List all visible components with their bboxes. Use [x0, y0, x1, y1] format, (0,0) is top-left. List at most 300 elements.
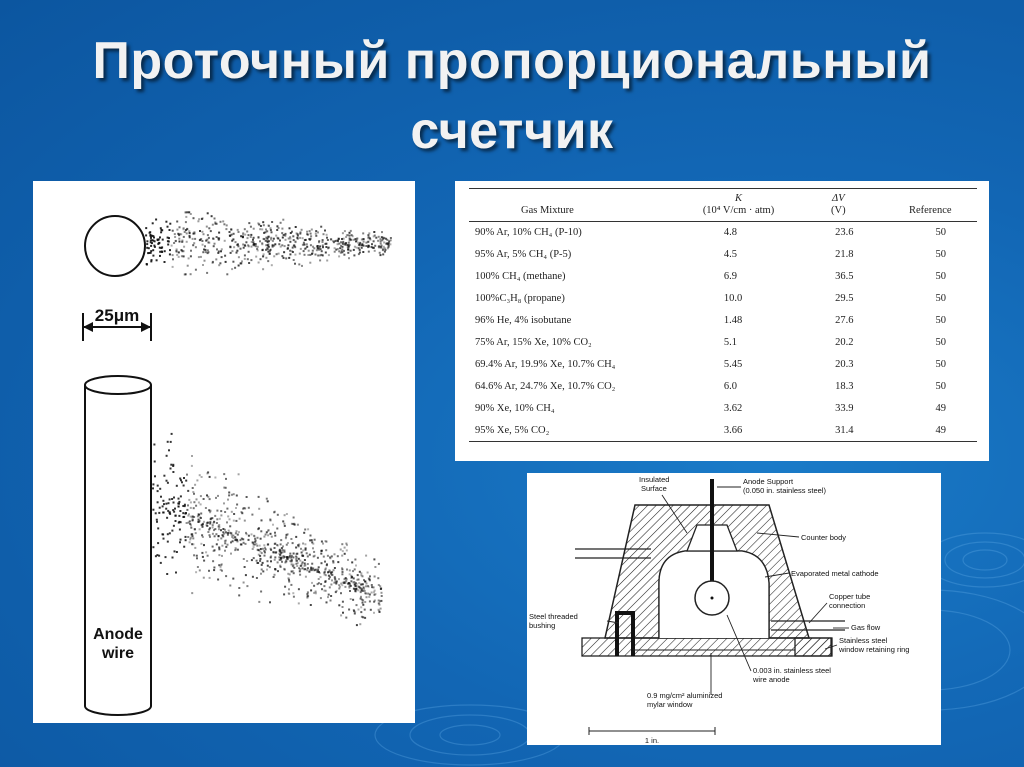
ionization-speck [202, 536, 204, 538]
ionization-speck [333, 582, 335, 584]
electron-avalanche-side [152, 433, 383, 626]
ionization-speck [208, 227, 210, 229]
ionization-speck [341, 249, 343, 251]
ionization-speck [174, 508, 176, 510]
cell-delta-v: 18.3 [835, 381, 854, 392]
ionization-speck [224, 240, 226, 242]
ionization-speck [281, 561, 283, 563]
ionization-speck [193, 554, 195, 556]
ionization-speck [259, 240, 261, 242]
table-header-row [469, 189, 977, 222]
ionization-speck [185, 211, 187, 213]
ionization-speck [223, 473, 225, 475]
ionization-speck [230, 252, 232, 254]
ionization-speck [258, 549, 260, 551]
ionization-speck [150, 245, 152, 247]
ionization-speck [285, 536, 287, 538]
ionization-speck [356, 238, 358, 240]
ionization-speck [185, 221, 187, 223]
ionization-speck [282, 549, 284, 551]
ionization-speck [267, 530, 269, 532]
ionization-speck [281, 228, 283, 230]
ionization-speck [244, 234, 246, 236]
ionization-speck [213, 521, 215, 523]
ionization-speck [220, 250, 222, 252]
ionization-speck [177, 503, 179, 505]
ionization-speck [175, 240, 177, 242]
ionization-speck [278, 556, 280, 558]
ionization-speck [309, 554, 311, 556]
ionization-speck [346, 234, 348, 236]
ionization-speck [377, 240, 379, 242]
ionization-speck [269, 253, 271, 255]
ionization-speck [337, 555, 339, 557]
ionization-speck [264, 551, 266, 553]
ionization-speck [172, 557, 174, 559]
ionization-speck [254, 544, 256, 546]
ionization-speck [192, 516, 194, 518]
ionization-speck [210, 510, 212, 512]
ionization-speck [243, 507, 245, 509]
ionization-speck [360, 587, 362, 589]
ionization-speck [320, 550, 322, 552]
cell-k: 5.1 [723, 337, 738, 348]
ionization-speck [272, 551, 274, 553]
ionization-speck [383, 242, 385, 244]
ionization-speck [295, 558, 297, 560]
ionization-speck [169, 229, 171, 231]
ionization-speck [246, 496, 248, 498]
ionization-speck [303, 242, 305, 244]
ionization-speck [362, 251, 364, 253]
ionization-speck [345, 244, 347, 246]
ionization-speck [359, 244, 361, 246]
ionization-speck [326, 234, 328, 236]
ionization-speck [262, 268, 264, 270]
ionization-speck [223, 502, 225, 504]
ionization-speck [216, 522, 218, 524]
ionization-speck [171, 498, 173, 500]
ionization-speck [208, 251, 210, 253]
ionization-speck [192, 491, 194, 493]
ionization-speck [341, 567, 343, 569]
ionization-speck [359, 623, 361, 625]
ionization-speck [362, 602, 364, 604]
ionization-speck [261, 519, 263, 521]
ionization-speck [274, 535, 276, 537]
ionization-speck [260, 258, 262, 260]
ionization-speck [145, 227, 147, 229]
ionization-speck [284, 586, 286, 588]
label-counter-body: Counter body [801, 533, 847, 542]
ionization-speck [368, 245, 370, 247]
ionization-speck [340, 252, 342, 254]
ionization-speck [306, 243, 308, 245]
ionization-speck [165, 503, 167, 505]
ionization-speck [200, 503, 202, 505]
ionization-speck [216, 223, 218, 225]
ionization-speck [347, 559, 349, 561]
header-gas-mixture: Gas Mixture [521, 205, 574, 216]
ionization-speck [193, 507, 195, 509]
label-insulated-surface-2: Surface [641, 484, 667, 493]
ionization-speck [232, 238, 234, 240]
ionization-speck [274, 556, 276, 558]
ionization-speck [196, 479, 198, 481]
ionization-speck [158, 242, 160, 244]
ionization-speck [293, 259, 295, 261]
ionization-speck [373, 612, 375, 614]
ionization-speck [379, 238, 381, 240]
ionization-speck [297, 233, 299, 235]
ionization-speck [311, 563, 313, 565]
ionization-speck [349, 569, 351, 571]
ionization-speck [169, 511, 171, 513]
ionization-speck [334, 251, 336, 253]
ionization-speck [285, 257, 287, 259]
ionization-speck [317, 568, 319, 570]
ionization-speck [345, 236, 347, 238]
ionization-speck [309, 254, 311, 256]
ionization-speck [301, 229, 303, 231]
ionization-speck [254, 541, 256, 543]
ionization-speck [274, 547, 276, 549]
ionization-speck [257, 246, 259, 248]
ionization-speck [163, 512, 165, 514]
ionization-speck [298, 558, 300, 560]
ionization-speck [219, 262, 221, 264]
ionization-speck [344, 586, 346, 588]
ionization-speck [307, 595, 309, 597]
ionization-speck [155, 512, 157, 514]
header-dv-symbol: ΔV [832, 193, 845, 204]
ionization-speck [235, 241, 237, 243]
ionization-speck [226, 508, 228, 510]
ionization-speck [307, 567, 309, 569]
ionization-speck [310, 535, 312, 537]
ionization-speck [212, 560, 214, 562]
ionization-speck [191, 533, 193, 535]
ionization-speck [296, 553, 298, 555]
counter-cross-section [527, 473, 941, 745]
ionization-speck [299, 570, 301, 572]
ionization-speck [190, 255, 192, 257]
ionization-speck [318, 566, 320, 568]
ionization-speck [259, 545, 261, 547]
ionization-speck [172, 471, 174, 473]
ionization-speck [290, 584, 292, 586]
ionization-speck [322, 245, 324, 247]
ionization-speck [198, 218, 200, 220]
ionization-speck [349, 232, 351, 234]
ionization-speck [197, 515, 199, 517]
ionization-speck [185, 536, 187, 538]
ionization-speck [307, 563, 309, 565]
ionization-speck [258, 601, 260, 603]
ionization-speck [231, 511, 233, 513]
ionization-speck [382, 237, 384, 239]
ionization-speck [260, 530, 262, 532]
ionization-speck [351, 234, 353, 236]
ionization-speck [266, 498, 268, 500]
ionization-speck [308, 250, 310, 252]
ionization-speck [356, 240, 358, 242]
ionization-speck [325, 590, 327, 592]
ionization-speck [355, 588, 357, 590]
cell-reference: 50 [935, 227, 947, 239]
ionization-speck [192, 487, 194, 489]
ionization-speck [176, 485, 178, 487]
ionization-speck [285, 560, 287, 562]
ionization-speck [159, 236, 161, 238]
ionization-speck [209, 476, 211, 478]
ionization-speck [248, 507, 250, 509]
ionization-speck [369, 237, 371, 239]
ionization-speck [291, 563, 293, 565]
ionization-speck [267, 534, 269, 536]
ionization-speck [261, 564, 263, 566]
ionization-speck [255, 245, 257, 247]
ionization-speck [194, 547, 196, 549]
ionization-speck [271, 264, 273, 266]
ionization-speck [202, 244, 204, 246]
ionization-speck [225, 575, 227, 577]
ionization-speck [298, 588, 300, 590]
ionization-speck [242, 236, 244, 238]
ionization-speck [185, 513, 187, 515]
ionization-speck [295, 547, 297, 549]
header-dv [793, 189, 883, 222]
ionization-speck [330, 584, 332, 586]
ionization-speck [341, 555, 343, 557]
ionization-speck [212, 524, 214, 526]
ionization-speck [159, 507, 161, 509]
ionization-speck [241, 538, 243, 540]
ionization-speck [285, 233, 287, 235]
ionization-speck [273, 576, 275, 578]
ionization-speck [360, 591, 362, 593]
ionization-speck [175, 520, 177, 522]
ionization-speck [182, 516, 184, 518]
ionization-speck [349, 235, 351, 237]
ionization-speck [231, 250, 233, 252]
ionization-speck [356, 624, 358, 626]
ionization-speck [184, 274, 186, 276]
ionization-speck [330, 600, 332, 602]
ionization-speck [288, 593, 290, 595]
ionization-speck [192, 238, 194, 240]
cell-delta-v: 20.3 [835, 359, 854, 370]
ionization-speck [198, 502, 200, 504]
ionization-speck [218, 548, 220, 550]
ionization-speck [330, 595, 332, 597]
ionization-speck [358, 582, 360, 584]
ionization-speck [307, 555, 309, 557]
ionization-speck [210, 230, 212, 232]
ionization-speck [248, 535, 250, 537]
label-anode-support-1: Anode Support [743, 477, 794, 486]
ionization-speck [384, 251, 386, 253]
ionization-speck [199, 569, 201, 571]
ionization-speck [286, 558, 288, 560]
ionization-speck [152, 546, 154, 548]
gas-mixture-table-panel [455, 181, 989, 461]
ionization-speck [327, 555, 329, 557]
ionization-speck [242, 244, 244, 246]
ionization-speck [212, 224, 214, 226]
ionization-speck [363, 241, 365, 243]
ionization-speck [345, 543, 347, 545]
ionization-speck [185, 539, 187, 541]
ionization-speck [325, 243, 327, 245]
electron-cloud-top [145, 211, 392, 275]
inch-scale-bar [589, 727, 715, 735]
ionization-speck [288, 579, 290, 581]
counter-cross-section-panel [527, 473, 941, 745]
ionization-speck [284, 525, 286, 527]
ionization-speck [350, 598, 352, 600]
ionization-speck [156, 259, 158, 261]
ionization-speck [267, 260, 269, 262]
ionization-speck [170, 464, 172, 466]
ionization-speck [217, 495, 219, 497]
ionization-speck [385, 238, 387, 240]
ionization-speck [250, 236, 252, 238]
ionization-speck [314, 539, 316, 541]
ionization-speck [210, 518, 212, 520]
ionization-speck [230, 553, 232, 555]
ionization-speck [354, 585, 356, 587]
label-anode-support-2: (0.050 in. stainless steel) [743, 486, 826, 495]
ionization-speck [259, 555, 261, 557]
ionization-speck [328, 594, 330, 596]
ionization-speck [302, 543, 304, 545]
ionization-speck [263, 224, 265, 226]
ionization-speck [226, 224, 228, 226]
ionization-speck [321, 250, 323, 252]
ionization-speck [302, 237, 304, 239]
ionization-speck [260, 558, 262, 560]
ionization-speck [317, 231, 319, 233]
ionization-speck [271, 231, 273, 233]
ionization-speck [151, 235, 153, 237]
ionization-speck [263, 536, 265, 538]
ionization-speck [312, 547, 314, 549]
ionization-speck [270, 519, 272, 521]
ionization-speck [266, 569, 268, 571]
ionization-speck [322, 241, 324, 243]
ionization-speck [370, 609, 372, 611]
ionization-speck [292, 542, 294, 544]
ionization-speck [292, 523, 294, 525]
ionization-speck [296, 565, 298, 567]
label-wire-anode-2: wire anode [753, 675, 790, 684]
ionization-speck [199, 230, 201, 232]
ionization-speck [337, 561, 339, 563]
cell-reference: 49 [935, 424, 947, 436]
ionization-speck [361, 616, 363, 618]
ionization-speck [235, 520, 237, 522]
ionization-speck [166, 573, 168, 575]
ionization-speck [299, 574, 301, 576]
ionization-speck [235, 532, 237, 534]
ionization-speck [192, 244, 194, 246]
ionization-speck [342, 232, 344, 234]
ionization-speck [163, 503, 165, 505]
cell-reference: 50 [935, 293, 947, 304]
ionization-speck [319, 245, 321, 247]
ionization-speck [325, 574, 327, 576]
ionization-speck [190, 516, 192, 518]
ionization-speck [218, 554, 220, 556]
ionization-speck [334, 247, 336, 249]
ionization-speck [320, 226, 322, 228]
ionization-speck [276, 544, 278, 546]
ionization-speck [190, 213, 192, 215]
ionization-speck [373, 231, 375, 233]
ionization-speck [251, 246, 253, 248]
ionization-speck [200, 543, 202, 545]
ionization-speck [204, 260, 206, 262]
ionization-speck [175, 515, 177, 517]
ionization-speck [162, 500, 164, 502]
ionization-speck [215, 497, 217, 499]
ionization-speck [239, 518, 241, 520]
ionization-speck [192, 537, 194, 539]
ionization-speck [145, 234, 147, 236]
ionization-speck [290, 557, 292, 559]
ionization-speck [179, 241, 181, 243]
ionization-speck [267, 248, 269, 250]
ionization-speck [307, 528, 309, 530]
ionization-speck [238, 231, 240, 233]
ionization-speck [288, 238, 290, 240]
ionization-speck [305, 549, 307, 551]
cell-k: 4.8 [723, 227, 738, 239]
ionization-speck [344, 547, 346, 549]
header-k [684, 189, 793, 222]
ionization-speck [358, 247, 360, 249]
ionization-speck [382, 253, 384, 255]
ionization-speck [299, 233, 301, 235]
ionization-speck [152, 483, 154, 485]
ionization-speck [246, 231, 248, 233]
ionization-speck [331, 574, 333, 576]
ionization-speck [163, 475, 165, 477]
ionization-speck [318, 240, 320, 242]
ionization-speck [197, 521, 199, 523]
ionization-speck [156, 519, 158, 521]
cell-k: 1.48 [723, 315, 743, 326]
ionization-speck [267, 560, 269, 562]
ionization-speck [212, 261, 214, 263]
ionization-speck [218, 526, 220, 528]
ionization-speck [187, 490, 189, 492]
ionization-speck [329, 557, 331, 559]
ionization-speck [246, 560, 248, 562]
ionization-speck [216, 518, 218, 520]
ionization-speck [323, 556, 325, 558]
ionization-speck [157, 485, 159, 487]
ionization-speck [328, 247, 330, 249]
ionization-speck [279, 554, 281, 556]
label-insulated-surface-1: Insulated [639, 475, 670, 484]
ionization-speck [224, 529, 226, 531]
header-k-unit: (10⁴ V/cm · atm) [702, 205, 775, 216]
ionization-speck [380, 243, 382, 245]
ionization-speck [167, 533, 169, 535]
ionization-speck [154, 461, 156, 463]
